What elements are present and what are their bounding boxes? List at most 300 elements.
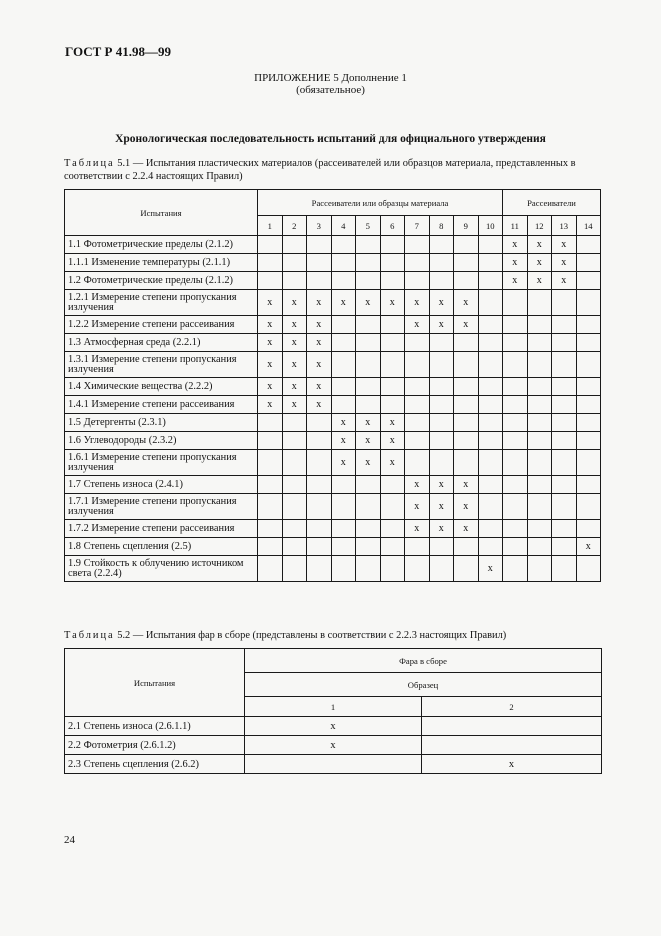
table-row [65,316,601,334]
table1-column-number: 9 [454,216,479,236]
test-mark-cell [527,352,552,378]
test-mark-cell [380,538,405,556]
test-mark-cell [429,254,454,272]
test-mark-cell [258,432,283,450]
test-mark-cell: x [331,290,356,316]
test-mark-cell [454,396,479,414]
test-mark-cell [331,254,356,272]
test-mark-cell [380,352,405,378]
test-mark-cell [503,556,528,582]
test-mark-cell [552,450,577,476]
test-mark-cell: x [258,290,283,316]
table1-caption-label: Таблица [64,158,115,169]
test-mark-cell [405,450,430,476]
test-mark-cell: x [356,414,381,432]
test-mark-cell [478,316,503,334]
test-mark-cell [429,414,454,432]
test-mark-cell [258,450,283,476]
test-mark-cell [258,272,283,290]
test-mark-cell [307,476,332,494]
test-mark-cell [331,352,356,378]
test-mark-cell [478,396,503,414]
test-mark-cell [478,520,503,538]
test-name: 2.2 Фотометрия (2.6.1.2) [65,736,245,755]
test-mark-cell [405,272,430,290]
table-row [65,520,601,538]
test-mark-cell [282,520,307,538]
test-name: 1.6 Углеводороды (2.3.2) [65,432,258,450]
table1-column-number: 3 [307,216,332,236]
test-name: 1.4.1 Измерение степени рассеивания [65,396,258,414]
test-mark-cell [503,494,528,520]
test-name: 1.1.1 Изменение температуры (2.1.1) [65,254,258,272]
test-mark-cell [356,334,381,352]
test-mark-cell [503,520,528,538]
test-mark-cell: x [552,272,577,290]
test-mark-cell [454,378,479,396]
test-mark-cell: x [258,378,283,396]
test-mark-cell [380,378,405,396]
appendix-status: (обязательное) [296,84,365,96]
test-name: 1.2.1 Измерение степени пропускания излучения [65,290,258,316]
test-mark-cell: x [356,290,381,316]
table-row [65,494,601,520]
test-mark-cell [478,254,503,272]
test-mark-cell [503,334,528,352]
test-mark-cell: x [282,396,307,414]
test-mark-cell [552,432,577,450]
test-mark-cell [307,556,332,582]
table1-column-number: 13 [552,216,577,236]
test-mark-cell [478,450,503,476]
test-mark-cell [356,538,381,556]
test-mark-cell [478,236,503,254]
test-mark-cell [454,450,479,476]
test-mark-cell [478,494,503,520]
test-mark-cell [282,254,307,272]
test-mark-cell: x [282,290,307,316]
test-mark-cell: x [552,254,577,272]
test-name: 1.7.2 Измерение степени рассеивания [65,520,258,538]
test-mark-cell: x [282,378,307,396]
test-mark-cell [576,396,601,414]
test-mark-cell [258,254,283,272]
test-mark-cell [552,352,577,378]
table-row [65,334,601,352]
test-mark-cell [478,334,503,352]
test-mark-cell [527,334,552,352]
test-mark-cell [503,538,528,556]
table-row [65,272,601,290]
test-mark-cell [552,556,577,582]
test-mark-cell [576,352,601,378]
test-mark-cell [307,538,332,556]
test-mark-cell [527,316,552,334]
table-row [65,396,601,414]
test-mark-cell: x [380,290,405,316]
test-mark-cell [576,378,601,396]
test-mark-cell [356,236,381,254]
test-mark-cell [527,556,552,582]
test-mark-cell: x [405,290,430,316]
test-name: 2.3 Степень сцепления (2.6.2) [65,755,245,774]
test-mark-cell [429,236,454,254]
test-mark-cell: x [307,396,332,414]
test-mark-cell [527,378,552,396]
test-mark-cell [380,476,405,494]
test-mark-cell [258,236,283,254]
test-mark-cell [380,272,405,290]
table1-caption-text: 5.1 — Испытания пластических материалов (рассеивателей или образцов материала, представленных в соответствии с 2.2.4 настоящих Правил) [64,158,576,182]
test-name: 1.3 Атмосферная среда (2.2.1) [65,334,258,352]
test-mark-cell [503,352,528,378]
test-mark-cell [454,254,479,272]
table2-column-number: 1 [245,697,422,717]
test-mark-cell [527,414,552,432]
test-mark-cell: x [429,494,454,520]
test-name: 1.3.1 Измерение степени пропускания излучения [65,352,258,378]
test-mark-cell [282,556,307,582]
test-mark-cell [454,272,479,290]
document-code: ГОСТ Р 41.98—99 [65,44,171,59]
table2-header-tests: Испытания [65,649,245,717]
test-mark-cell: x [454,494,479,520]
table1-column-number: 1 [258,216,283,236]
test-mark-cell [429,352,454,378]
test-mark-cell [380,254,405,272]
test-mark-cell [282,272,307,290]
test-mark-cell [576,450,601,476]
test-mark-cell: x [422,755,602,774]
section-title: Хронологическая последовательность испытаний для официального утверждения [115,133,546,145]
table1-caption [64,157,604,183]
test-mark-cell [258,556,283,582]
test-mark-cell [380,556,405,582]
test-mark-cell: x [405,494,430,520]
test-mark-cell [478,538,503,556]
test-mark-cell [282,494,307,520]
test-mark-cell [429,538,454,556]
table1-column-number: 5 [356,216,381,236]
test-mark-cell [552,334,577,352]
table2-header-assembly: Фара в сборе [245,649,602,673]
table1-column-number: 14 [576,216,601,236]
test-mark-cell [503,378,528,396]
table1-column-number: 8 [429,216,454,236]
test-mark-cell [245,755,422,774]
test-mark-cell [405,334,430,352]
table-headlamp-assembly [64,648,602,774]
test-mark-cell [576,494,601,520]
test-mark-cell [380,316,405,334]
test-mark-cell [429,432,454,450]
test-mark-cell [405,236,430,254]
test-name: 1.4 Химические вещества (2.2.2) [65,378,258,396]
test-mark-cell: x [429,476,454,494]
table1-column-number: 11 [503,216,528,236]
test-mark-cell: x [331,432,356,450]
test-mark-cell [356,476,381,494]
table-row [65,450,601,476]
test-mark-cell [356,254,381,272]
test-mark-cell [552,476,577,494]
test-name: 2.1 Степень износа (2.6.1.1) [65,717,245,736]
test-mark-cell [331,494,356,520]
test-mark-cell: x [380,414,405,432]
test-mark-cell: x [454,476,479,494]
test-mark-cell [331,556,356,582]
test-mark-cell [503,476,528,494]
test-name: 1.1 Фотометрические пределы (2.1.2) [65,236,258,254]
test-mark-cell [576,476,601,494]
test-mark-cell [356,316,381,334]
test-mark-cell: x [527,236,552,254]
test-mark-cell [331,476,356,494]
test-mark-cell: x [258,352,283,378]
table-row [65,717,602,736]
test-mark-cell [282,538,307,556]
test-mark-cell [552,494,577,520]
test-mark-cell: x [405,476,430,494]
test-mark-cell: x [429,290,454,316]
test-mark-cell [356,520,381,538]
test-mark-cell [282,450,307,476]
test-mark-cell [258,476,283,494]
test-mark-cell: x [307,334,332,352]
test-mark-cell [503,414,528,432]
test-mark-cell: x [503,254,528,272]
test-mark-cell [503,396,528,414]
test-name: 1.7 Степень износа (2.4.1) [65,476,258,494]
test-mark-cell: x [245,736,422,755]
test-mark-cell: x [307,316,332,334]
test-name: 1.8 Степень сцепления (2.5) [65,538,258,556]
table2-caption-text: 5.2 — Испытания фар в сборе (представлены в соответствии с 2.2.3 настоящих Правил) [114,630,507,641]
test-mark-cell [576,414,601,432]
test-mark-cell [380,520,405,538]
table-row [65,352,601,378]
test-mark-cell [576,254,601,272]
test-mark-cell: x [527,254,552,272]
test-mark-cell [503,432,528,450]
test-mark-cell [454,236,479,254]
test-mark-cell [307,272,332,290]
page-number: 24 [64,834,75,846]
test-mark-cell [258,520,283,538]
test-mark-cell [331,520,356,538]
test-mark-cell [429,396,454,414]
test-mark-cell: x [478,556,503,582]
test-mark-cell [429,334,454,352]
test-mark-cell [307,450,332,476]
test-mark-cell [478,290,503,316]
table-row [65,414,601,432]
test-mark-cell [405,414,430,432]
test-mark-cell: x [503,272,528,290]
test-mark-cell [356,378,381,396]
test-mark-cell [527,494,552,520]
test-mark-cell [478,432,503,450]
test-mark-cell [527,538,552,556]
test-mark-cell: x [576,538,601,556]
table1-column-number: 12 [527,216,552,236]
test-mark-cell [552,538,577,556]
test-mark-cell [576,272,601,290]
test-mark-cell: x [454,290,479,316]
test-mark-cell [356,494,381,520]
test-mark-cell: x [356,432,381,450]
test-mark-cell [527,290,552,316]
test-mark-cell [380,494,405,520]
test-mark-cell [405,432,430,450]
test-mark-cell: x [380,432,405,450]
test-mark-cell [422,717,602,736]
test-mark-cell [405,538,430,556]
test-mark-cell: x [429,316,454,334]
test-mark-cell [527,396,552,414]
test-mark-cell: x [527,272,552,290]
test-mark-cell [576,334,601,352]
test-mark-cell [478,414,503,432]
test-mark-cell: x [258,396,283,414]
table-row [65,556,601,582]
test-mark-cell [429,450,454,476]
test-mark-cell [356,352,381,378]
test-name: 1.6.1 Измерение степени пропускания излучения [65,450,258,476]
test-mark-cell: x [282,334,307,352]
test-mark-cell [331,396,356,414]
test-mark-cell [478,272,503,290]
test-mark-cell [552,316,577,334]
test-mark-cell [356,272,381,290]
test-mark-cell [405,556,430,582]
test-mark-cell [429,556,454,582]
test-mark-cell: x [405,316,430,334]
test-mark-cell [282,432,307,450]
test-name: 1.2.2 Измерение степени рассеивания [65,316,258,334]
test-mark-cell [282,476,307,494]
table-row [65,476,601,494]
test-mark-cell [356,396,381,414]
test-mark-cell: x [503,236,528,254]
test-mark-cell [307,254,332,272]
table1-header-row [65,190,601,216]
test-mark-cell [307,236,332,254]
test-mark-cell [478,378,503,396]
test-mark-cell [478,476,503,494]
test-name: 1.9 Стойкость к облучению источником света (2.2.4) [65,556,258,582]
table2-header-row [65,649,602,673]
test-mark-cell [282,414,307,432]
test-mark-cell: x [245,717,422,736]
test-mark-cell [380,236,405,254]
test-mark-cell [576,316,601,334]
test-mark-cell [331,272,356,290]
test-mark-cell: x [331,450,356,476]
test-mark-cell [552,290,577,316]
test-mark-cell [380,396,405,414]
test-mark-cell [527,476,552,494]
test-mark-cell [331,334,356,352]
table-row [65,755,602,774]
test-mark-cell [576,520,601,538]
test-mark-cell [405,352,430,378]
table-row [65,378,601,396]
test-mark-cell [552,520,577,538]
table-row [65,432,601,450]
test-mark-cell: x [429,520,454,538]
test-mark-cell [503,316,528,334]
test-mark-cell [454,414,479,432]
test-mark-cell: x [380,450,405,476]
test-mark-cell [552,414,577,432]
test-mark-cell: x [282,352,307,378]
test-mark-cell: x [258,334,283,352]
table2-caption-label: Таблица [64,630,115,641]
test-mark-cell [454,352,479,378]
test-mark-cell: x [258,316,283,334]
test-mark-cell [307,494,332,520]
test-mark-cell [454,334,479,352]
table-row [65,538,601,556]
test-mark-cell [576,290,601,316]
test-mark-cell [380,334,405,352]
test-name: 1.7.1 Измерение степени пропускания излучения [65,494,258,520]
test-mark-cell [454,556,479,582]
test-mark-cell [307,414,332,432]
test-mark-cell [503,290,528,316]
test-mark-cell [331,378,356,396]
table1-column-number: 2 [282,216,307,236]
table-row [65,254,601,272]
table1-header-tests: Испытания [65,190,258,236]
test-mark-cell [356,556,381,582]
appendix-title: ПРИЛОЖЕНИЕ 5 Дополнение 1 [254,72,407,84]
test-mark-cell [454,432,479,450]
test-mark-cell [576,556,601,582]
test-mark-cell [503,450,528,476]
table1-column-number: 6 [380,216,405,236]
test-mark-cell [405,254,430,272]
table-row [65,236,601,254]
table-row [65,290,601,316]
table1-header-samples: Рассеиватели или образцы материала [258,190,503,216]
test-mark-cell: x [356,450,381,476]
table1-header-lenses: Рассеиватели [503,190,601,216]
test-mark-cell [527,520,552,538]
test-mark-cell [429,272,454,290]
test-mark-cell: x [552,236,577,254]
test-mark-cell [527,432,552,450]
test-mark-cell [552,396,577,414]
test-mark-cell [405,396,430,414]
test-mark-cell: x [307,352,332,378]
test-mark-cell [405,378,430,396]
test-mark-cell [478,352,503,378]
test-mark-cell [454,538,479,556]
test-mark-cell [576,432,601,450]
table1-column-number: 10 [478,216,503,236]
table2-caption [64,629,604,642]
test-mark-cell: x [307,290,332,316]
table-plastic-materials [64,189,601,582]
test-mark-cell [429,378,454,396]
test-mark-cell [552,378,577,396]
test-mark-cell: x [331,414,356,432]
test-mark-cell [422,736,602,755]
test-mark-cell [331,236,356,254]
test-mark-cell [307,520,332,538]
